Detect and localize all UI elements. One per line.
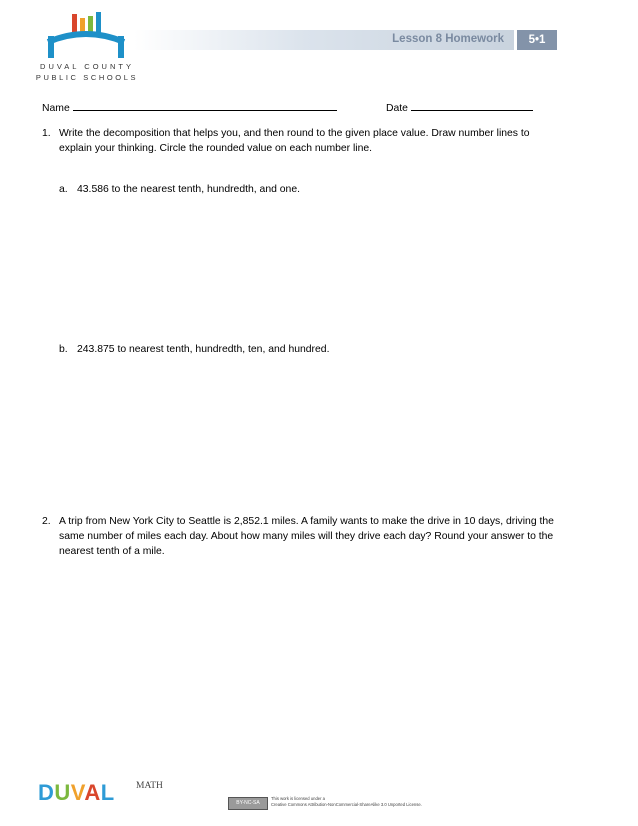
logo-bridge-arch xyxy=(48,34,124,42)
module-badge: 5•1 xyxy=(517,30,557,50)
district-name-line1: DUVAL COUNTY xyxy=(40,62,134,71)
creative-commons-badge-icon: BY-NC-SA xyxy=(228,797,268,810)
district-name xyxy=(28,61,146,83)
problem-1-part-a xyxy=(59,182,559,197)
footer-duval-math-logo xyxy=(38,780,163,806)
license-line-1: This work is licensed under a xyxy=(271,796,325,801)
math-label: MATH xyxy=(136,781,163,791)
problem-1 xyxy=(42,126,562,156)
part-label: a. xyxy=(59,184,68,195)
part-text: 43.586 to the nearest tenth, hundredth, and one. xyxy=(77,184,300,195)
lesson-title: Lesson 8 Homework xyxy=(392,33,504,45)
problem-text: A trip from New York City to Seattle is 2,852.1 miles. A family wants to make the drive in 10 days, driving the same number of miles each day. About how many miles will they drive each day? Round your answer to the nearest tenth of a mile. xyxy=(59,516,554,557)
license-text xyxy=(271,796,422,808)
name-field[interactable] xyxy=(42,100,337,116)
duval-letter: A xyxy=(84,780,101,805)
date-field[interactable] xyxy=(386,100,533,116)
problem-2 xyxy=(42,514,562,559)
problem-text: Write the decomposition that helps you, and then round to the given place value. Draw number lines to explain your thinking. Circle the rounded value on each number line. xyxy=(59,128,530,154)
problem-number: 1. xyxy=(42,128,51,139)
logo-bridge-right-pier xyxy=(118,36,124,58)
problem-1-part-b xyxy=(59,342,559,357)
date-blank-line[interactable] xyxy=(411,100,533,111)
problem-number: 2. xyxy=(42,516,51,527)
duval-wordmark xyxy=(38,780,115,805)
duval-letter: L xyxy=(100,780,115,805)
district-name-line2: PUBLIC SCHOOLS xyxy=(35,73,139,82)
name-blank-line[interactable] xyxy=(73,100,337,111)
lesson-header-bar xyxy=(134,30,514,50)
part-label: b. xyxy=(59,344,68,355)
logo-bridge-left-pier xyxy=(48,36,54,58)
duval-letter: U xyxy=(54,780,71,805)
bridge-logo-icon xyxy=(34,12,144,62)
license-line-2: Creative Commons Attribution-NonCommercial-ShareAlike 3.0 Unported License. xyxy=(271,802,422,807)
name-label: Name xyxy=(42,103,70,114)
duval-letter: D xyxy=(38,780,55,805)
date-label: Date xyxy=(386,103,408,114)
duval-letter: V xyxy=(70,780,85,805)
part-text: 243.875 to nearest tenth, hundredth, ten, and hundred. xyxy=(77,344,330,355)
